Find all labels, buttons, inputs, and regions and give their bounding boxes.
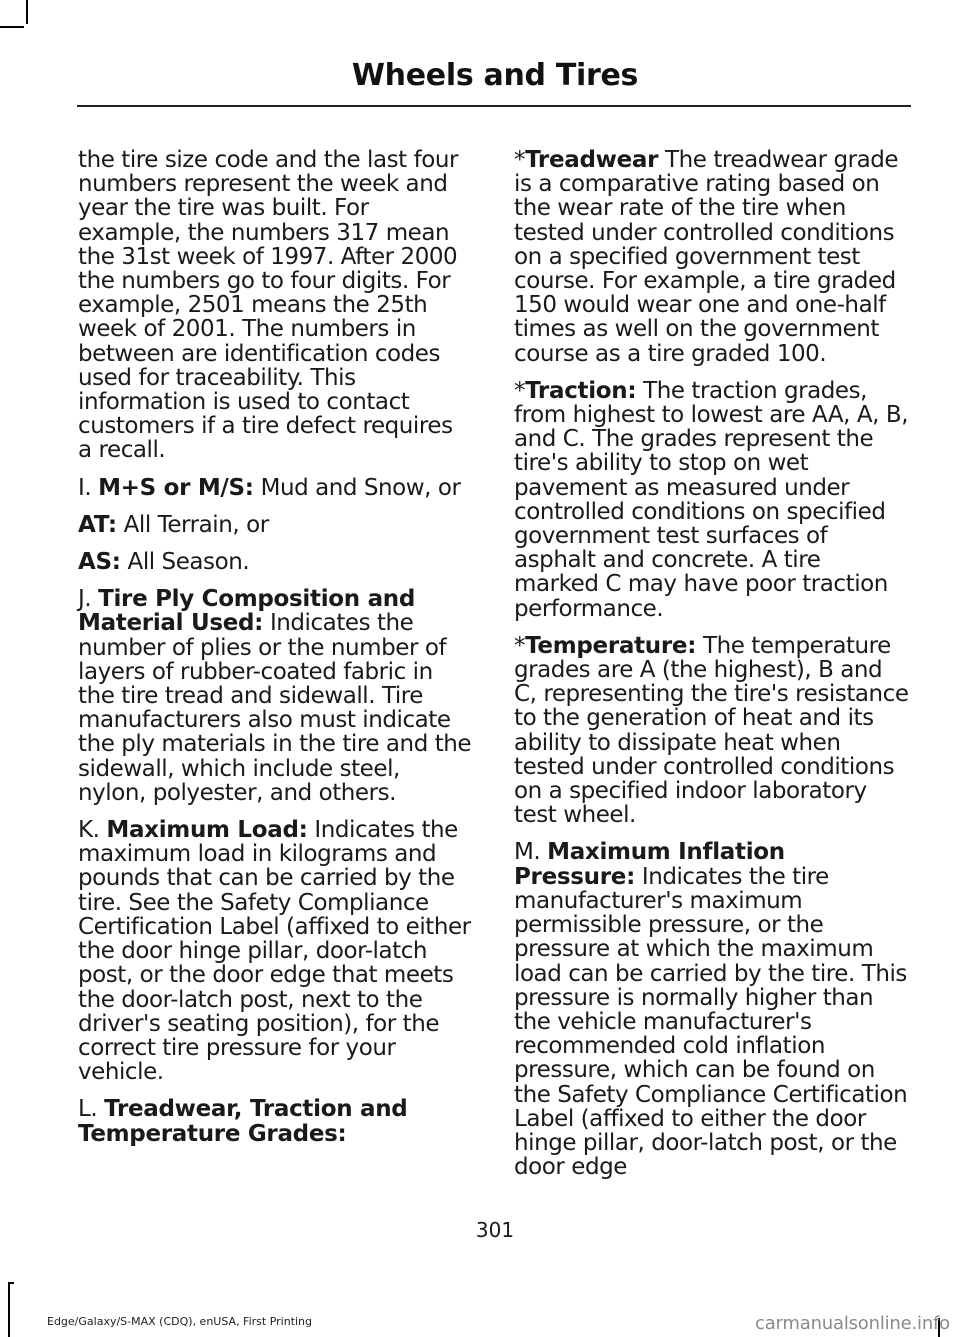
paragraph-item-m xyxy=(514,840,909,1179)
crop-mark-top-left-vertical xyxy=(26,0,28,24)
temperature-prefix: * xyxy=(514,632,526,659)
item-j-prefix: J. xyxy=(78,586,99,613)
watermark: carmanualsonline.info xyxy=(755,1313,950,1334)
paragraph-item-l xyxy=(78,1097,473,1145)
item-j-text: Indicates the number of plies or the number of layers of rubber-coated fabric in the tire tread and sidewall. Tire manufacturers also must indicate the ply materials in the tire and the sidewall, which include steel, nylon, polyester, and others. xyxy=(78,610,472,806)
temperature-text: The temperature grades are A (the highest), B and C, representing the tire's resistance to the generation of heat and its ability to dissipate heat when tested under controlled conditions on a specified indoor laboratory test wheel. xyxy=(514,632,909,829)
crop-mark-bottom-left-horizontal xyxy=(8,1282,14,1284)
item-l-label: Treadwear, Traction and Temperature Grades: xyxy=(78,1096,408,1147)
at-text: All Terrain, or xyxy=(116,511,269,538)
treadwear-prefix: * xyxy=(514,147,526,173)
traction-text: The traction grades, from highest to lowest are AA, A, B, and C. The grades represent the tire's ability to stop on wet pavement as measured under controlled conditions on specified government test surfaces of asphalt and concrete. A tire marked C may have poor traction performance. xyxy=(514,377,909,622)
crop-mark-bottom-left xyxy=(8,1282,10,1337)
paragraph-temperature xyxy=(514,634,909,828)
right-column xyxy=(514,148,909,1192)
item-k-label: Maximum Load: xyxy=(106,817,308,844)
paragraph-tire-date-code: the tire size code and the last four numbers represent the week and year the tire was built. For example, the numbers 317 mean the 31st week of 1997. After 2000 the numbers go to four digits. For example, 2501 means the 25th week of 2001. The numbers in between are identification codes used for traceability. This information is used to contact customers if a tire defect requires a recall. xyxy=(78,147,458,464)
treadwear-text: The treadwear grade is a comparative rating based on the wear rate of the tire when tested under controlled conditions on a specified government test course. For example, a tire graded 150 would wear one and one-half times as well on the government course as a tire graded 100. xyxy=(514,147,899,367)
treadwear-label: Treadwear xyxy=(525,147,659,173)
as-label: AS: xyxy=(78,549,121,576)
paragraph-traction xyxy=(514,379,909,621)
footer-edition: Edge/Galaxy/S-MAX (CDQ), enUSA, First Printing xyxy=(47,1315,313,1328)
paragraph-all-season xyxy=(78,550,473,574)
item-i-label: M+S or M/S: xyxy=(98,474,254,501)
traction-label: Traction: xyxy=(525,377,637,404)
item-m-label: Maximum Inflation Pressure: xyxy=(514,839,785,890)
item-m-prefix: M. xyxy=(514,839,548,866)
as-text: All Season. xyxy=(120,549,250,576)
left-column xyxy=(78,148,473,1159)
paragraph-item-i xyxy=(78,476,473,500)
paragraph-item-k xyxy=(78,818,473,1084)
traction-prefix: * xyxy=(514,377,526,404)
paragraph-all-terrain xyxy=(78,513,473,537)
temperature-label: Temperature: xyxy=(525,632,697,659)
crop-mark-top-left xyxy=(0,26,24,28)
header-divider xyxy=(77,105,911,107)
paragraph-treadwear xyxy=(514,148,909,366)
at-label: AT: xyxy=(78,511,117,538)
item-i-text: Mud and Snow, or xyxy=(253,474,461,501)
page-number: 301 xyxy=(475,1218,515,1242)
item-m-text: Indicates the tire manufacturer's maximum permissible pressure, or the pressure at which the maximum load can be carried by the tire. This pressure is normally higher than the vehicle manufacturer's recommended cold inflation pressure, which can be found on the Safety Compliance Certification Label (affixed to either the door hinge pillar, door-latch post, or the door edge xyxy=(514,863,908,1181)
item-i-prefix: I. xyxy=(78,474,99,501)
item-l-prefix: L. xyxy=(78,1096,105,1123)
item-k-prefix: K. xyxy=(78,817,107,844)
paragraph-item-j xyxy=(78,587,473,805)
page-title: Wheels and Tires xyxy=(351,58,639,93)
item-k-text: Indicates the maximum load in kilograms and pounds that can be carried by the tire. See the Safety Compliance Certification Label (affixed to either the door hinge pillar, door-latch post, or the door edge that meets the door-latch post, next to the driver's seating position), for the correct tire pressure for your vehicle. xyxy=(78,817,471,1086)
item-j-label: Tire Ply Composition and Material Used: xyxy=(78,586,416,637)
